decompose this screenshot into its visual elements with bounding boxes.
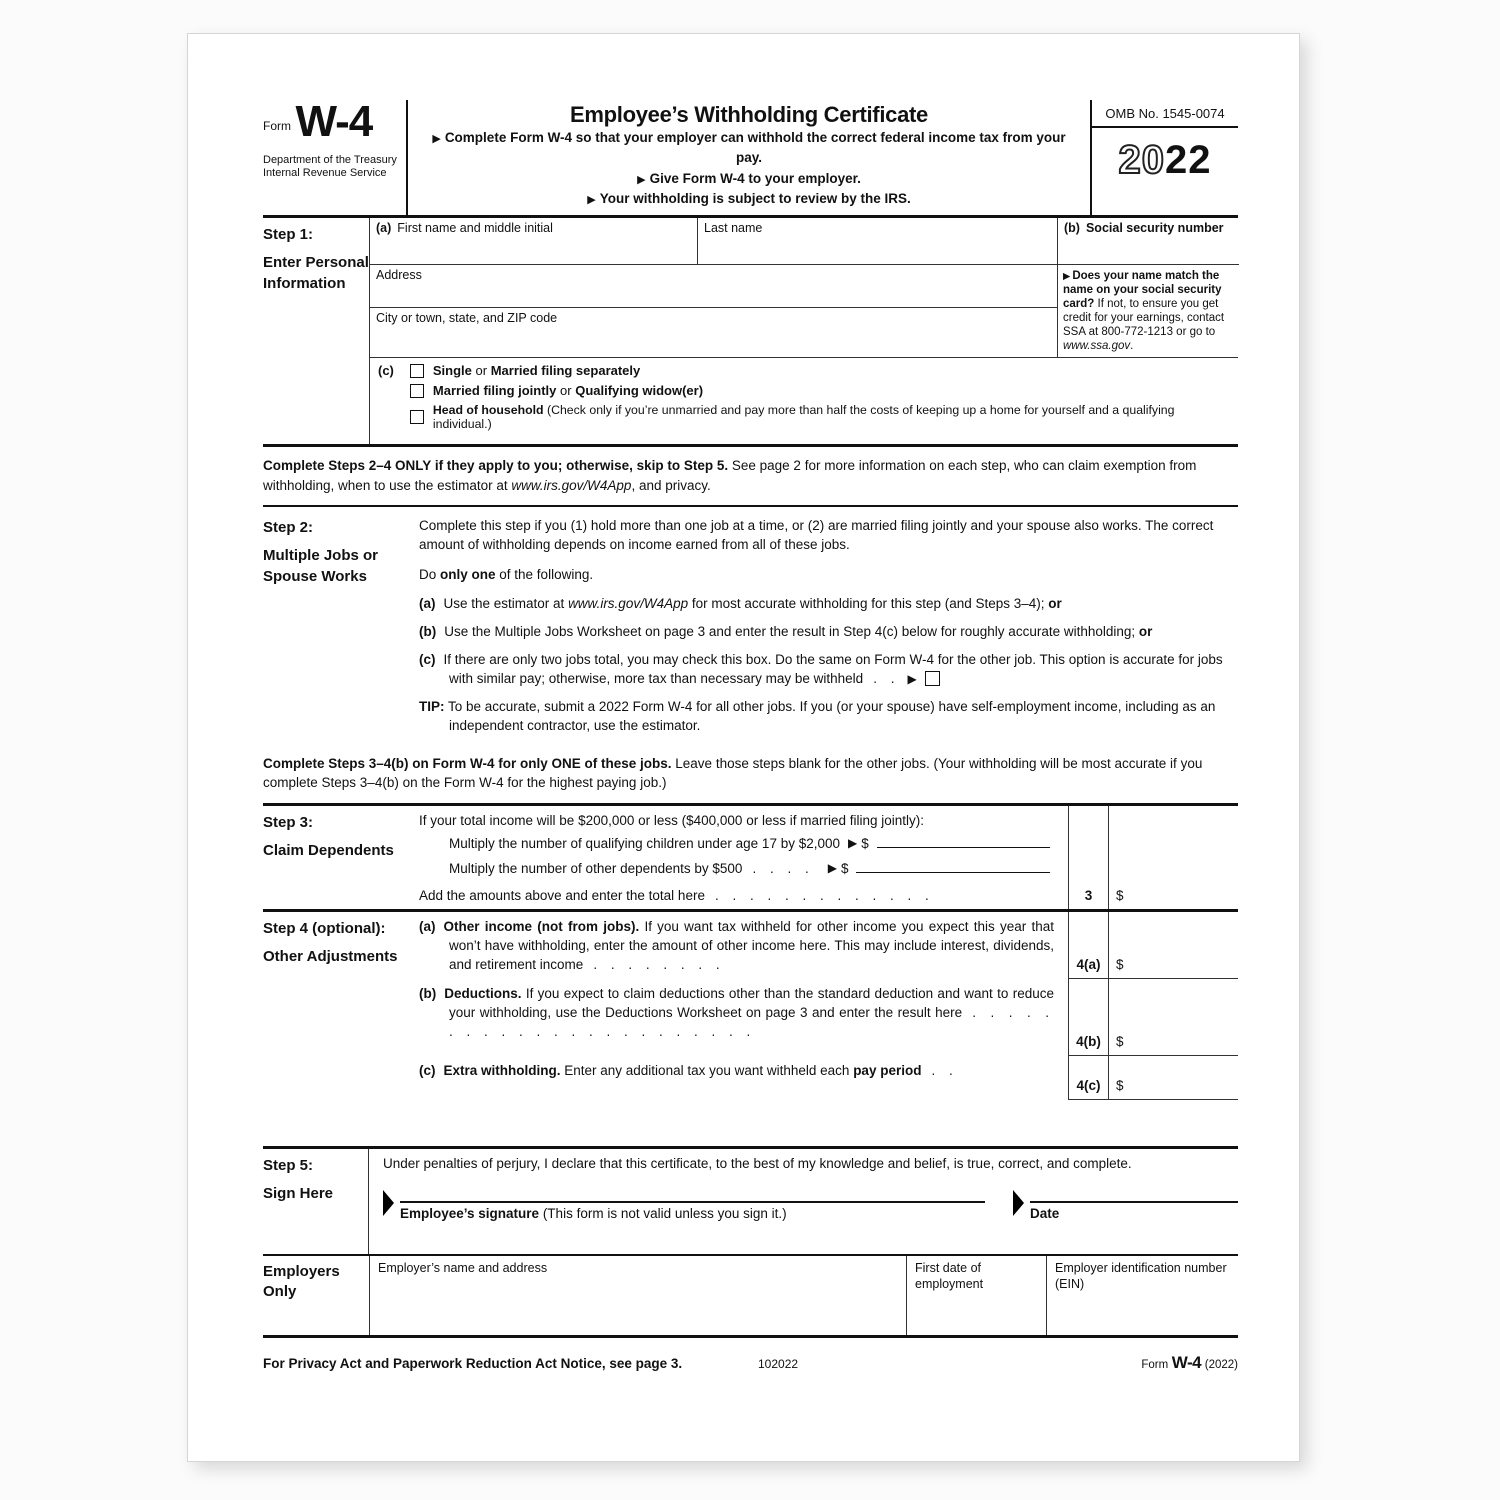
step3-intro: If your total income will be $200,000 or less ($400,000 or less if married filing jointly): [419, 812, 924, 828]
step2-heading: Step 2: Multiple Jobs or Spouse Works [263, 519, 379, 586]
ssa-name-match-note: ▶ Does your name match the name on your social security card? If not, to ensure you get credit for your earnings, contact SSA at 800-772-1213 or go to www.ssa.gov. [1057, 264, 1239, 357]
step4-item-b: (b) Deductions. If you expect to claim deductions other than the standard deduction and want to reduce your withholding, use the Deductions Worksheet on page 3 and enter the result here . . . . . . . . . . . . . . . . . . . . . . . [419, 985, 1054, 1039]
form-number: W-4 [295, 97, 373, 146]
step4-item-a: (a) Other income (not from jobs). If you want tax withheld for other income you expect this year that won’t have withholding, enter the amount of other income here. This may include interest, dividends, and retirement income . . . . . . . . [419, 918, 1054, 972]
line4c-number: 4(c) [1068, 1056, 1108, 1100]
step1-heading: Step 1: Enter Personal Information [263, 226, 369, 292]
steps-3-4b-notice: Complete Steps 3–4(b) on Form W-4 for only ONE of these jobs. Leave those steps blank for the other jobs. (Your withholding will be most accurate if you complete Steps 3–4(b) on the Form W-4 for the highest paying job.) [263, 755, 1203, 791]
employers-only-section [263, 1254, 1238, 1338]
dept-irs: Internal Revenue Service [263, 167, 387, 180]
filing-status-option-single: Single or Married filing separately [410, 363, 1230, 378]
date-arrow-icon [1013, 1190, 1024, 1216]
married-jointly-checkbox[interactable] [410, 384, 424, 398]
single-checkbox[interactable] [410, 364, 424, 378]
other-dependents-amount-field[interactable] [856, 872, 1050, 873]
first-name-field[interactable]: (a) First name and middle initial [376, 221, 553, 235]
step3-children-line: Multiply the number of qualifying children under age 17 by $2,000 ▶ $ [449, 836, 1054, 851]
step2-item-a: (a) Use the estimator at www.irs.gov/W4App for most accurate withholding for this step (and Steps 3–4); or [419, 595, 1062, 611]
w4-form-sheet [187, 33, 1300, 1462]
signature-arrow-icon [383, 1190, 394, 1216]
step2-do-only-one: Do only one of the following. [419, 566, 594, 582]
date-caption: Date [1030, 1205, 1060, 1221]
step5-section [263, 1146, 1238, 1254]
last-name-field[interactable]: Last name [697, 218, 1057, 264]
form-header [263, 97, 1238, 218]
form-title: Employee’s Withholding Certificate [570, 102, 928, 127]
arrow-right-icon: ▶ [432, 133, 441, 145]
step2-item-c: (c) If there are only two jobs total, you may check this box. Do the same on Form W-4 for the other job. This option is accurate for jobs with similar pay; otherwise, more tax than necessary may be withheld . . ▶ [419, 652, 1223, 687]
arrow-right-icon: ▶ [1063, 271, 1071, 282]
line4c-amount-field[interactable]: $ [1108, 1056, 1238, 1100]
head-of-household-checkbox[interactable] [410, 410, 424, 424]
form-footer-id: Form W-4 (2022) [1141, 1352, 1238, 1372]
form-word: Form [263, 119, 291, 133]
steps-2-4-notice: Complete Steps 2–4 ONLY if they apply to you; otherwise, skip to Step 5. See page 2 for more information on each step, who can claim exemption from withholding, when to use the estimator at www.irs.gov/W4App, and privacy. [263, 447, 1238, 507]
line4b-amount-field[interactable]: $ [1108, 979, 1238, 1056]
form-footer [263, 1353, 1238, 1373]
line4a-amount-field[interactable]: $ [1108, 912, 1238, 979]
arrow-right-icon: ▶ [637, 173, 646, 186]
step3-section [263, 803, 1238, 912]
arrow-right-icon: ▶ [827, 860, 837, 875]
employer-name-address-field[interactable]: Employer’s name and address [369, 1256, 906, 1335]
ssn-field[interactable]: (b) Social security number [1057, 218, 1239, 264]
line4a-number: 4(a) [1068, 912, 1108, 979]
step2-section [263, 507, 1238, 744]
arrow-right-icon: ▶ [907, 672, 917, 687]
tax-year: 2022 [1118, 138, 1212, 182]
address-field[interactable]: Address [370, 264, 1057, 307]
step3-heading: Step 3: Claim Dependents [263, 813, 394, 859]
step2-item-b: (b) Use the Multiple Jobs Worksheet on page 3 and enter the result in Step 4(c) below for roughly accurate withholding; or [419, 623, 1153, 639]
header-bullet-1: ▶ Complete Form W-4 so that your employer can withhold the correct federal income tax from your pay. [432, 130, 1066, 166]
privacy-act-notice: For Privacy Act and Paperwork Reduction Act Notice, see page 3. [263, 1355, 683, 1371]
step4-section [263, 912, 1238, 1100]
perjury-statement: Under penalties of perjury, I declare that this certificate, to the best of my knowledge and belief, is true, correct, and complete. [383, 1155, 1132, 1171]
city-state-zip-field[interactable]: City or town, state, and ZIP code [370, 307, 1057, 349]
filing-status-tag: (c) [378, 363, 394, 379]
dept-treasury: Department of the Treasury [263, 153, 397, 166]
line3-number: 3 [1068, 806, 1108, 909]
two-jobs-checkbox[interactable] [925, 671, 940, 686]
filing-status-option-head-of-household: Head of household (Check only if you’re unmarried and pay more than half the costs of keeping up a home for yourself and a qualifying individual.) [410, 403, 1230, 431]
step1-section [263, 218, 1238, 447]
header-bullet-3: ▶ Your withholding is subject to review by the IRS. [587, 190, 911, 206]
step2-intro: Complete this step if you (1) hold more than one job at a time, or (2) are married filing jointly and your spouse also works. The correct amount of withholding depends on income earned from all of these jobs. [419, 518, 1214, 553]
header-bullet-2: ▶ Give Form W-4 to your employer. [637, 170, 861, 186]
arrow-right-icon: ▶ [848, 835, 858, 850]
omb-number: OMB No. 1545-0074 [1092, 100, 1238, 128]
filing-status-option-married-jointly: Married filing jointly or Qualifying widow(er) [410, 383, 1230, 398]
step3-total-line: Add the amounts above and enter the total here . . . . . . . . . . . . . [419, 887, 934, 903]
line3-amount-field[interactable]: $ [1108, 806, 1238, 909]
step2-tip: TIP: To be accurate, submit a 2022 Form W-4 for all other jobs. If you (or your spouse) have self-employment income, including as an independent contractor, use the estimator. [419, 699, 1216, 734]
catalog-number: 102022 [758, 1356, 799, 1371]
step3-other-dependents-line: Multiply the number of other dependents by $500 . . . . ▶ $ [449, 861, 1054, 876]
ein-field[interactable]: Employer identification number (EIN) [1046, 1256, 1238, 1335]
first-date-employment-field[interactable]: First date of employment [906, 1256, 1046, 1335]
line4b-number: 4(b) [1068, 979, 1108, 1056]
signature-caption: Employee’s signature (This form is not valid unless you sign it.) [400, 1205, 787, 1221]
children-amount-field[interactable] [877, 847, 1050, 848]
blank-space [263, 1100, 1238, 1146]
employers-only-heading: Employers Only [263, 1262, 340, 1300]
step4-heading: Step 4 (optional): Other Adjustments [263, 919, 398, 965]
step4-item-c: (c) Extra withholding. Enter any additional tax you want withheld each pay period . . [419, 1062, 958, 1078]
arrow-right-icon: ▶ [587, 193, 596, 206]
step5-heading: Step 5: Sign Here [263, 1149, 369, 1254]
